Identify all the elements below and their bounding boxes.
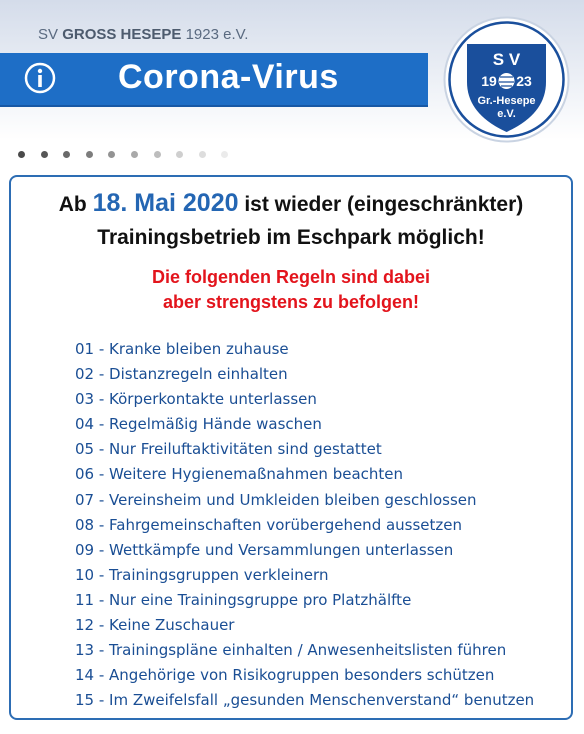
rule-item: 05 - Nur Freiluftaktivitäten sind gestattet — [75, 440, 382, 459]
headline-post: ist wieder (eingeschränkter) — [244, 193, 524, 216]
rules-list — [75, 337, 534, 713]
rule-item: 14 - Angehörige von Risikogruppen besonders schützen — [75, 666, 495, 685]
warning-line1: Die folgenden Regeln sind dabei — [151, 267, 431, 287]
info-circle-icon — [24, 62, 56, 94]
rule-item: 03 - Körperkontakte unterlassen — [75, 390, 317, 409]
headline-pre: Ab — [58, 193, 87, 216]
rule-item: 07 - Vereinsheim und Umkleiden bleiben geschlossen — [75, 490, 477, 509]
pagination-dot[interactable] — [108, 151, 115, 158]
pagination-dot[interactable] — [131, 151, 138, 158]
pagination-dot[interactable] — [176, 151, 183, 158]
club-suffix: 1923 e.V. — [185, 26, 249, 43]
rule-item: 15 - Im Zweifelsfall „gesunden Menschenverstand“ benutzen — [75, 691, 535, 710]
warning-line2: aber strengstens zu befolgen! — [162, 292, 420, 312]
header — [0, 0, 584, 140]
pagination-dot[interactable] — [221, 151, 228, 158]
notice-headline — [11, 187, 571, 254]
rule-item: 02 - Distanzregeln einhalten — [75, 365, 288, 384]
pagination-dot[interactable] — [86, 151, 93, 158]
pagination-dot[interactable] — [41, 151, 48, 158]
rule-item: 06 - Weitere Hygienemaßnahmen beachten — [75, 465, 404, 484]
logo-year-right: 23 — [516, 73, 532, 89]
rule-item: 10 - Trainingsgruppen verkleinern — [75, 565, 329, 584]
pagination-dot[interactable] — [154, 151, 161, 158]
logo-text-sv: S V — [492, 50, 521, 69]
rule-item: 08 - Fahrgemeinschaften vorübergehend aussetzen — [75, 515, 463, 534]
club-prefix: SV — [38, 26, 59, 43]
rule-item: 12 - Keine Zuschauer — [75, 616, 235, 635]
notice-card — [9, 175, 573, 720]
rule-item: 01 - Kranke bleiben zuhause — [75, 340, 289, 358]
club-logo — [443, 16, 570, 143]
pagination-dot[interactable] — [63, 151, 70, 158]
warning-text — [11, 265, 571, 315]
rule-item: 04 - Regelmäßig Hände waschen — [75, 415, 322, 434]
rule-item: 11 - Nur eine Trainingsgruppe pro Platzhälfte — [75, 590, 412, 609]
logo-year-left: 19 — [481, 73, 497, 89]
pagination-dot[interactable] — [18, 151, 25, 158]
club-name: GROSS HESEPE — [62, 26, 182, 43]
logo-text-ev: e.V. — [497, 108, 516, 120]
title-banner — [0, 53, 428, 107]
club-name-line — [38, 26, 248, 43]
pagination-dot[interactable] — [199, 151, 206, 158]
logo-text-town: Gr.-Hesepe — [477, 95, 536, 107]
headline-line2: Trainingsbetrieb im Eschpark möglich! — [97, 226, 485, 249]
rule-item: 13 - Trainingspläne einhalten / Anwesenheitslisten führen — [75, 641, 507, 660]
rule-item: 09 - Wettkämpfe und Versammlungen unterlassen — [75, 540, 454, 559]
page-title: Corona-Virus — [118, 58, 339, 96]
headline-date: 18. Mai 2020 — [92, 189, 239, 217]
